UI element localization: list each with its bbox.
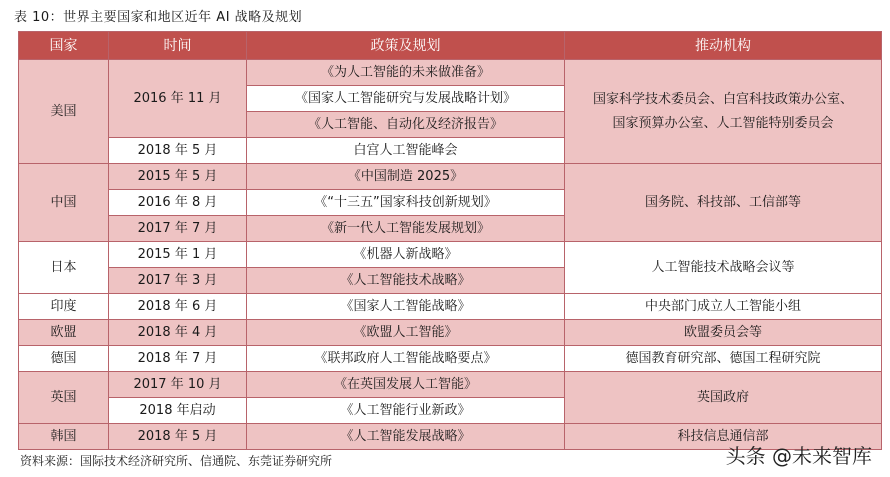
time-cell: 2018 年 7 月 <box>109 346 247 372</box>
country-cell: 德国 <box>19 346 109 372</box>
table-caption: 表 10：世界主要国家和地区近年 AI 战略及规划 <box>14 10 303 25</box>
country-cell: 印度 <box>19 294 109 320</box>
header-agency: 推动机构 <box>565 32 882 60</box>
policy-cell: 《国家人工智能研究与发展战略计划》 <box>247 86 565 112</box>
agency-cell: 国务院、科技部、工信部等 <box>565 164 882 242</box>
country-cell: 中国 <box>19 164 109 242</box>
table-row <box>19 346 882 372</box>
country-cell: 韩国 <box>19 424 109 450</box>
policy-cell: 《“十三五”国家科技创新规划》 <box>247 190 565 216</box>
time-cell: 2018 年 4 月 <box>109 320 247 346</box>
table-row <box>19 294 882 320</box>
policy-cell: 《新一代人工智能发展规划》 <box>247 216 565 242</box>
ai-strategy-table <box>18 31 882 450</box>
policy-cell: 《中国制造 2025》 <box>247 164 565 190</box>
policy-cell: 《人工智能技术战略》 <box>247 268 565 294</box>
policy-cell: 《机器人新战略》 <box>247 242 565 268</box>
watermark: 头条 @未来智库 <box>725 444 872 468</box>
policy-cell: 《国家人工智能战略》 <box>247 294 565 320</box>
time-cell: 2017 年 7 月 <box>109 216 247 242</box>
policy-cell: 《人工智能、自动化及经济报告》 <box>247 112 565 138</box>
time-cell: 2018 年 5 月 <box>109 138 247 164</box>
policy-cell: 《人工智能行业新政》 <box>247 398 565 424</box>
agency-line: 国家预算办公室、人工智能特别委员会 <box>612 115 834 131</box>
agency-cell: 欧盟委员会等 <box>565 320 882 346</box>
country-cell: 日本 <box>19 242 109 294</box>
agency-cell: 德国教育研究部、德国工程研究院 <box>565 346 882 372</box>
agency-cell: 人工智能技术战略会议等 <box>565 242 882 294</box>
source-note: 资料来源：国际技术经济研究所、信通院、东莞证券研究所 <box>20 454 333 468</box>
table-row <box>19 372 882 398</box>
table-header-row <box>19 32 882 60</box>
table-row <box>19 164 882 190</box>
policy-cell: 《人工智能发展战略》 <box>247 424 565 450</box>
policy-cell: 《为人工智能的未来做准备》 <box>247 60 565 86</box>
time-cell: 2015 年 5 月 <box>109 164 247 190</box>
agency-cell: 科技信息通信部 <box>565 424 882 450</box>
time-cell: 2018 年启动 <box>109 398 247 424</box>
time-cell: 2016 年 11 月 <box>109 60 247 138</box>
table-row <box>19 320 882 346</box>
header-time: 时间 <box>109 32 247 60</box>
agency-line: 国家科学技术委员会、白宫科技政策办公室、 <box>592 91 853 107</box>
time-cell: 2018 年 6 月 <box>109 294 247 320</box>
policy-cell: 《联邦政府人工智能战略要点》 <box>247 346 565 372</box>
time-cell: 2018 年 5 月 <box>109 424 247 450</box>
agency-cell: 中央部门成立人工智能小组 <box>565 294 882 320</box>
time-cell: 2016 年 8 月 <box>109 190 247 216</box>
header-country: 国家 <box>19 32 109 60</box>
header-policy: 政策及规划 <box>247 32 565 60</box>
policy-cell: 《欧盟人工智能》 <box>247 320 565 346</box>
time-cell: 2017 年 3 月 <box>109 268 247 294</box>
policy-cell: 《在英国发展人工智能》 <box>247 372 565 398</box>
time-cell: 2015 年 1 月 <box>109 242 247 268</box>
table-row <box>19 60 882 86</box>
policy-cell: 白宫人工智能峰会 <box>247 138 565 164</box>
agency-cell <box>565 60 882 164</box>
country-cell: 欧盟 <box>19 320 109 346</box>
table-row <box>19 242 882 268</box>
country-cell: 英国 <box>19 372 109 424</box>
time-cell: 2017 年 10 月 <box>109 372 247 398</box>
country-cell: 美国 <box>19 60 109 164</box>
agency-cell: 英国政府 <box>565 372 882 424</box>
